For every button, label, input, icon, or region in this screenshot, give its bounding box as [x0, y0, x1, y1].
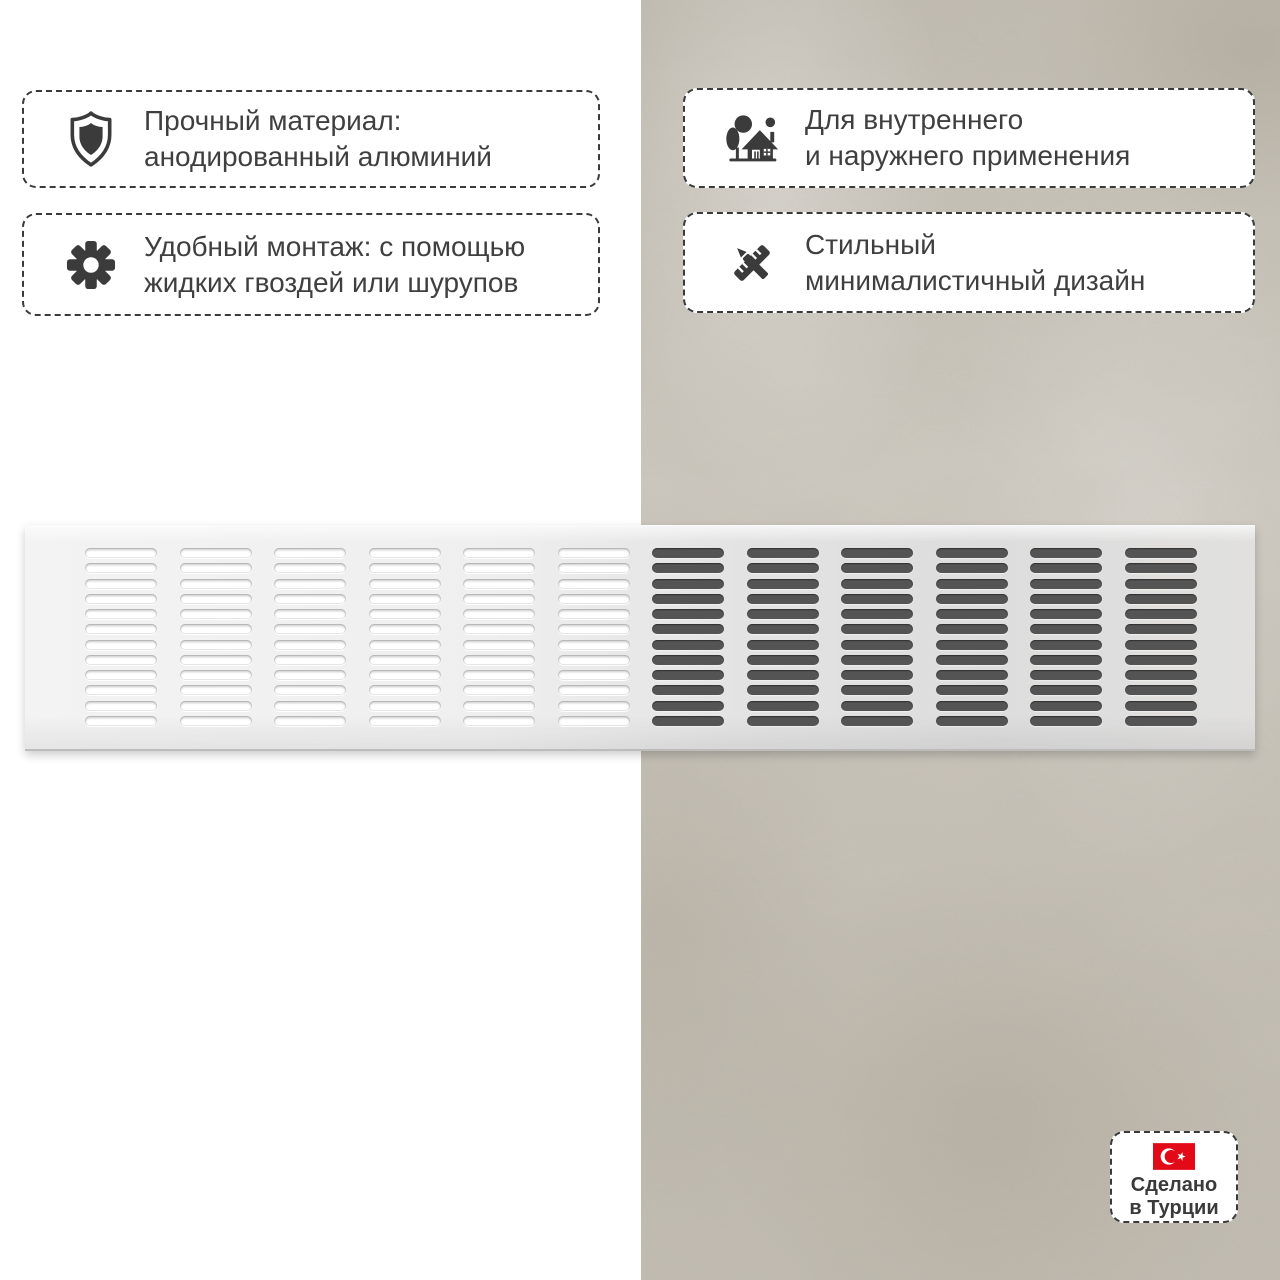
- vent-slot: [274, 655, 346, 665]
- vent-slot: [936, 716, 1008, 726]
- vent-slot: [652, 701, 724, 711]
- slot-column-4: [369, 548, 441, 726]
- vent-slot: [558, 624, 630, 634]
- vent-slot: [180, 716, 252, 726]
- vent-slot: [936, 670, 1008, 680]
- vent-slot: [463, 640, 535, 650]
- vent-slot: [558, 563, 630, 573]
- feature-card-montage: [22, 213, 600, 316]
- vent-slot: [841, 685, 913, 695]
- vent-slot: [747, 685, 819, 695]
- vent-slot: [463, 716, 535, 726]
- vent-slot: [841, 624, 913, 634]
- vent-slot: [1030, 548, 1102, 558]
- vent-slot: [274, 685, 346, 695]
- slot-column-12: [1125, 548, 1197, 726]
- vent-slot: [558, 548, 630, 558]
- vent-slot: [1030, 579, 1102, 589]
- vent-slot: [274, 548, 346, 558]
- vent-slot: [747, 701, 819, 711]
- feature-line: Для внутреннего: [805, 104, 1024, 135]
- vent-slot: [1125, 624, 1197, 634]
- slot-column-5: [463, 548, 535, 726]
- vent-slot: [85, 655, 157, 665]
- vent-slot: [180, 685, 252, 695]
- vent-slot: [841, 563, 913, 573]
- vent-slot: [747, 716, 819, 726]
- vent-slot: [463, 655, 535, 665]
- vent-slot: [463, 579, 535, 589]
- vent-slot: [85, 594, 157, 604]
- made-in-line2: в Турции: [1129, 1197, 1219, 1219]
- vent-slot: [558, 716, 630, 726]
- vent-slot: [369, 594, 441, 604]
- vent-slot: [180, 609, 252, 619]
- vent-slot: [747, 624, 819, 634]
- gear-icon: [62, 238, 120, 292]
- vent-slot: [558, 701, 630, 711]
- house-outdoor-icon: [723, 111, 781, 165]
- slot-column-1: [85, 548, 157, 726]
- vent-slot: [180, 579, 252, 589]
- vent-slot: [274, 609, 346, 619]
- vent-slot: [936, 624, 1008, 634]
- vent-slot: [747, 579, 819, 589]
- vent-slot: [180, 640, 252, 650]
- vent-slot: [936, 640, 1008, 650]
- vent-slot: [463, 701, 535, 711]
- vent-slot: [652, 594, 724, 604]
- vent-slot: [652, 670, 724, 680]
- vent-slot: [936, 655, 1008, 665]
- vent-slot: [369, 579, 441, 589]
- vent-slot: [85, 563, 157, 573]
- vent-slot: [274, 594, 346, 604]
- vent-slot: [841, 609, 913, 619]
- vent-slot: [274, 701, 346, 711]
- vent-slot: [369, 655, 441, 665]
- vent-slot: [747, 609, 819, 619]
- feature-line: Прочный материал:: [144, 105, 402, 136]
- vent-slot: [85, 548, 157, 558]
- feature-card-usage: [683, 88, 1255, 188]
- vent-slot: [463, 594, 535, 604]
- feature-card-design: [683, 212, 1255, 313]
- vent-slot: [463, 609, 535, 619]
- vent-slot: [85, 624, 157, 634]
- vent-slot: [558, 655, 630, 665]
- vent-slot: [936, 548, 1008, 558]
- vent-slot: [558, 579, 630, 589]
- vent-slot: [369, 685, 441, 695]
- vent-slot: [1125, 579, 1197, 589]
- vent-slot: [1030, 563, 1102, 573]
- turkey-flag-icon: [1153, 1143, 1195, 1170]
- pencil-ruler-icon: [723, 238, 781, 288]
- slot-column-10: [936, 548, 1008, 726]
- vent-slot: [85, 716, 157, 726]
- feature-line: и наружнего применения: [805, 140, 1131, 171]
- feature-card-material: [22, 90, 600, 188]
- vent-slot: [747, 655, 819, 665]
- vent-slot: [274, 716, 346, 726]
- vent-slot: [369, 548, 441, 558]
- vent-slot: [274, 579, 346, 589]
- slot-column-2: [180, 548, 252, 726]
- vent-slot: [652, 640, 724, 650]
- feature-line: анодированный алюминий: [144, 141, 492, 172]
- vent-slot: [85, 609, 157, 619]
- vent-slot: [369, 640, 441, 650]
- vent-slot: [369, 624, 441, 634]
- vent-slot: [463, 548, 535, 558]
- vent-slot: [180, 670, 252, 680]
- vent-slot: [1030, 609, 1102, 619]
- vent-slot: [558, 640, 630, 650]
- vent-slot: [1030, 655, 1102, 665]
- vent-slot: [747, 548, 819, 558]
- vent-slot: [936, 579, 1008, 589]
- vent-slot: [652, 655, 724, 665]
- vent-slot: [841, 594, 913, 604]
- vent-slot: [1125, 563, 1197, 573]
- vent-slot: [652, 548, 724, 558]
- vent-slot: [652, 716, 724, 726]
- vent-slot: [369, 716, 441, 726]
- vent-slot: [369, 563, 441, 573]
- vent-slot: [747, 594, 819, 604]
- vent-slot: [1125, 685, 1197, 695]
- vent-slot: [85, 701, 157, 711]
- vent-slot: [369, 670, 441, 680]
- vent-slot: [274, 640, 346, 650]
- vent-slot: [841, 655, 913, 665]
- feature-line: жидких гвоздей или шурупов: [144, 266, 519, 298]
- vent-slot: [369, 609, 441, 619]
- vent-slot: [841, 548, 913, 558]
- vent-slot: [274, 563, 346, 573]
- vent-slot: [841, 716, 913, 726]
- vent-slot: [1030, 716, 1102, 726]
- vent-slot: [180, 701, 252, 711]
- made-in-badge: [1110, 1131, 1238, 1223]
- vent-slot: [747, 640, 819, 650]
- vent-slot: [463, 670, 535, 680]
- vent-slot: [274, 624, 346, 634]
- vent-slot: [936, 685, 1008, 695]
- vent-slot: [841, 579, 913, 589]
- vent-slot: [1125, 701, 1197, 711]
- vent-slot: [463, 563, 535, 573]
- vent-slot: [1030, 670, 1102, 680]
- vent-slot: [1030, 640, 1102, 650]
- vent-slot: [558, 594, 630, 604]
- slot-column-6: [558, 548, 630, 726]
- slot-column-11: [1030, 548, 1102, 726]
- vent-slot: [1125, 594, 1197, 604]
- vent-slot: [1125, 655, 1197, 665]
- vent-slot: [369, 701, 441, 711]
- vent-slot: [85, 579, 157, 589]
- vent-slot: [652, 579, 724, 589]
- vent-slot: [463, 624, 535, 634]
- shield-icon: [62, 110, 120, 168]
- vent-slot: [180, 655, 252, 665]
- slot-column-9: [841, 548, 913, 726]
- slot-column-7: [652, 548, 724, 726]
- vent-slot: [1125, 609, 1197, 619]
- vent-slot: [274, 670, 346, 680]
- vent-slot: [1125, 716, 1197, 726]
- slot-column-3: [274, 548, 346, 726]
- vent-slot: [1030, 701, 1102, 711]
- vent-slot: [463, 685, 535, 695]
- vent-slot: [936, 594, 1008, 604]
- feature-line: Стильный: [805, 228, 936, 260]
- vent-slot: [936, 563, 1008, 573]
- vent-slot: [1125, 640, 1197, 650]
- feature-line: минималистичный дизайн: [805, 264, 1146, 296]
- vent-slot: [652, 624, 724, 634]
- made-in-line1: Сделано: [1130, 1174, 1218, 1196]
- vent-grille: [25, 525, 1255, 751]
- vent-slot: [180, 548, 252, 558]
- vent-slot: [558, 609, 630, 619]
- vent-slot: [558, 685, 630, 695]
- vent-slot: [1125, 670, 1197, 680]
- vent-slot: [747, 670, 819, 680]
- vent-slot: [1030, 594, 1102, 604]
- vent-slot: [1030, 685, 1102, 695]
- vent-slot: [85, 640, 157, 650]
- vent-slot: [841, 640, 913, 650]
- vent-slot: [652, 563, 724, 573]
- vent-slot: [841, 670, 913, 680]
- vent-slot: [936, 701, 1008, 711]
- vent-slot: [936, 609, 1008, 619]
- feature-line: Удобный монтаж: с помощью: [144, 230, 526, 262]
- vent-slot: [180, 563, 252, 573]
- vent-slot: [747, 563, 819, 573]
- vent-slot: [558, 670, 630, 680]
- slot-column-8: [747, 548, 819, 726]
- vent-slot: [652, 685, 724, 695]
- vent-slot: [180, 594, 252, 604]
- vent-slot: [180, 624, 252, 634]
- vent-slot: [1030, 624, 1102, 634]
- vent-slot: [1125, 548, 1197, 558]
- vent-slot: [652, 609, 724, 619]
- vent-slot: [85, 685, 157, 695]
- vent-slot: [85, 670, 157, 680]
- vent-slot: [841, 701, 913, 711]
